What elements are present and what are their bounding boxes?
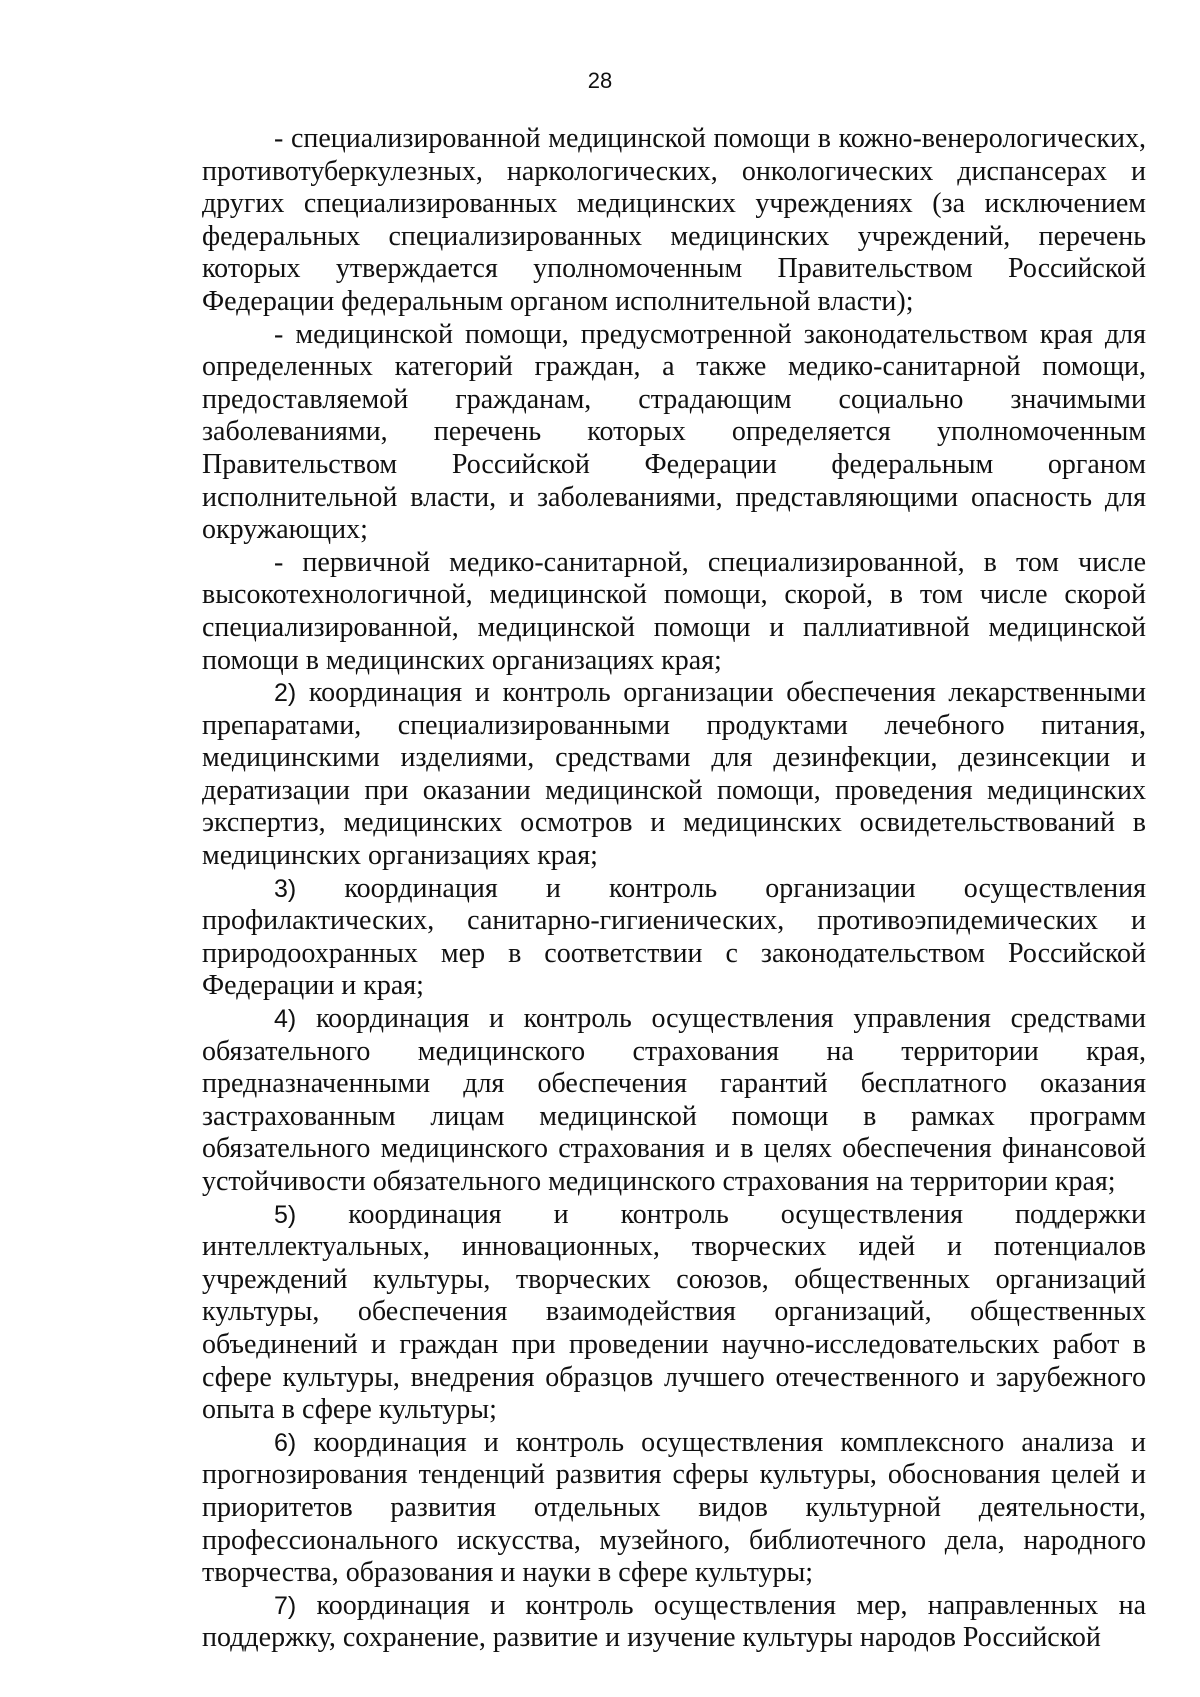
paragraph-text: - медицинской помощи, предусмотренной законодательством края для определенных категорий граждан, а также медико-санитарной помощи, предоставляемой гражданам, страдающим социально значимыми заболеваниями, перечень которых определяется уполномоченным Правительством Российской Федерации федеральным органом исполнительной власти, и заболеваниями, представляющими опасность для окружающих; bbox=[202, 318, 1146, 546]
paragraph-item-6 bbox=[202, 1427, 1146, 1590]
paragraph-marker: 4) bbox=[274, 1005, 297, 1034]
paragraph-item-5 bbox=[202, 1199, 1146, 1427]
paragraph-bullet-specialized-care bbox=[202, 123, 1146, 319]
paragraph-marker: 3) bbox=[274, 874, 297, 903]
paragraph-text: - первичной медико-санитарной, специализированной, в том числе высокотехнологичной, медицинской помощи, скорой, в том числе скорой специализированной, медицинской помощи и паллиативной медицинской помощи в медицинских организациях края; bbox=[202, 546, 1146, 676]
paragraph-text: координация и контроль организации обеспечения лекарственными препаратами, специализированными продуктами лечебного питания, медицинскими изделиями, средствами для дезинфекции, дезинсекции и дератизации при оказании медицинской помощи, проведения медицинских экспертиз, медицинских осмотров и медицинских освидетельствований в медицинских организациях края; bbox=[202, 677, 1146, 872]
paragraph-item-4 bbox=[202, 1003, 1146, 1199]
paragraph-marker: 6) bbox=[274, 1428, 297, 1457]
paragraph-text: координация и контроль осуществления управления средствами обязательного медицинского страхования на территории края, предназначенными для обеспечения гарантий бесплатного оказания застрахованным лицам медицинской помощи в рамках программ обязательного медицинского страхования и в целях обеспечения финансовой устойчивости обязательного медицинского страхования на территории края; bbox=[202, 1003, 1146, 1197]
paragraph-text: координация и контроль осуществления мер, направленных на поддержку, сохранение, развитие и изучение культуры народов Российской bbox=[202, 1589, 1146, 1654]
paragraph-bullet-primary-care bbox=[202, 547, 1146, 677]
paragraph-bullet-medical-aid bbox=[202, 319, 1146, 547]
paragraph-item-2 bbox=[202, 677, 1146, 873]
document-body bbox=[202, 123, 1146, 1655]
paragraph-item-7 bbox=[202, 1590, 1146, 1655]
paragraph-item-3 bbox=[202, 873, 1146, 1003]
paragraph-text: координация и контроль организации осуществления профилактических, санитарно-гигиенических, противоэпидемических и природоохранных мер в соответствии с законодательством Российской Федерации и края; bbox=[202, 872, 1146, 1002]
paragraph-marker: 7) bbox=[274, 1591, 297, 1620]
paragraph-text: координация и контроль осуществления комплексного анализа и прогнозирования тенденций развития сферы культуры, обоснования целей и приоритетов развития отдельных видов культурной деятельности, профессионального искусства, музейного, библиотечного дела, народного творчества, образования и науки в сфере культуры; bbox=[202, 1426, 1146, 1589]
page-number: 28 bbox=[587, 68, 613, 93]
paragraph-text: - специализированной медицинской помощи в кожно-венерологических, противотуберкулезных, наркологических, онкологических диспансерах и других специализированных медицинских учреждениях (за исключением федеральных специализированных медицинских учреждений, перечень которых утверждается уполномоченным Правительством Российской Федерации федеральным органом исполнительной власти); bbox=[202, 123, 1146, 317]
paragraph-marker: 5) bbox=[274, 1200, 297, 1229]
paragraph-text: координация и контроль осуществления поддержки интеллектуальных, инновационных, творческих идей и потенциалов учреждений культуры, творческих союзов, общественных организаций культуры, обеспечения взаимодействия организаций, общественных объединений и граждан при проведении научно-исследовательских работ в сфере культуры, внедрения образцов лучшего отечественного и зарубежного опыта в сфере культуры; bbox=[202, 1198, 1146, 1426]
paragraph-marker: 2) bbox=[274, 679, 297, 708]
